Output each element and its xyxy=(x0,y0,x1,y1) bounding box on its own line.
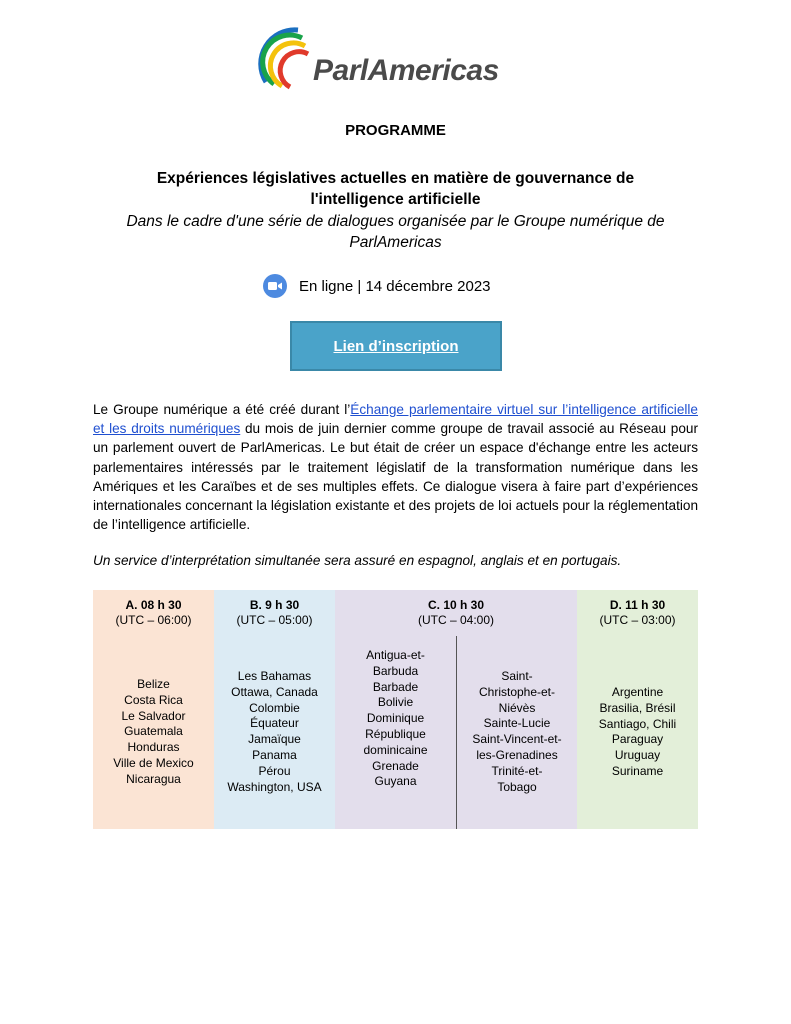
country-item: Barbade xyxy=(372,679,419,694)
schedule-table xyxy=(93,590,698,829)
country-item: Antigua-et- xyxy=(366,648,425,662)
column-header xyxy=(214,598,335,628)
country-item: République xyxy=(365,726,426,741)
column-header xyxy=(577,598,698,628)
column-time: B. 9 h 30 xyxy=(249,598,300,612)
country-item: Sainte-Lucie xyxy=(483,716,551,731)
country-item: Honduras xyxy=(127,740,180,755)
country-list xyxy=(335,648,456,790)
registration-link-label[interactable]: Lien d’inscription xyxy=(333,337,459,355)
country-item: Brasilia, Brésil xyxy=(599,700,676,715)
video-camera-icon xyxy=(263,274,287,298)
column-utc: (UTC – 06:00) xyxy=(115,613,192,627)
country-item: Christophe-et- xyxy=(478,684,556,699)
column-time: D. 11 h 30 xyxy=(609,598,666,612)
country-list xyxy=(214,669,335,795)
country-list xyxy=(93,677,214,788)
schedule-column-a xyxy=(93,590,214,829)
country-item: Barbuda xyxy=(372,663,419,678)
paragraph-text-end: du mois de juin dernier comme groupe de travail associé au Réseau pour un parlement ouvert de ParlAmericas. Le but était de créer un espace d'échange entre les acteurs parlementaires intéressés par le traitement législatif de la transformation numérique dans les Amériques et les Caraïbes et de ses multiples effets. Ce dialogue visera à faire part d’expériences internationales concernant la législation existante et des projets de loi actuels pour la réglementation de l’intelligence artificielle. xyxy=(93,421,698,533)
exchange-link[interactable]: Échange parlementaire virtuel sur l’intelligence artificielle et les droits numériques xyxy=(93,402,698,437)
country-item: Colombie xyxy=(249,700,300,715)
country-item: Saint- xyxy=(501,669,533,683)
schedule-column-b xyxy=(214,590,335,829)
column-time: A. 08 h 30 xyxy=(125,598,182,612)
column-time: C. 10 h 30 xyxy=(427,598,485,612)
event-title: Expériences législatives actuelles en matière de gouvernance de l'intelligence artificielle xyxy=(156,170,635,208)
logo-text: ParlAmericas xyxy=(313,54,499,87)
logo-swoosh-icon xyxy=(258,24,318,104)
country-item: Washington, USA xyxy=(227,779,322,794)
country-item: les-Grenadines xyxy=(476,747,558,762)
country-item: Trinité-et- xyxy=(491,763,543,778)
interpretation-note: Un service d’interprétation simultanée sera assuré en espagnol, anglais et en portugais. xyxy=(93,553,622,568)
country-item: Saint-Vincent-et- xyxy=(472,732,562,747)
column-utc: (UTC – 03:00) xyxy=(599,613,676,627)
country-item: Dominique xyxy=(366,711,425,726)
paragraph-text-start: Le Groupe numérique a été créé durant l’ xyxy=(93,402,351,417)
event-info xyxy=(263,274,491,298)
country-item: Grenade xyxy=(372,758,419,773)
country-item: Ottawa, Canada xyxy=(231,684,318,699)
country-item: Panama xyxy=(252,747,297,762)
country-item: Santiago, Chili xyxy=(598,716,677,731)
country-item: Suriname xyxy=(611,763,664,778)
country-item: Nicaragua xyxy=(126,771,181,786)
column-header xyxy=(93,598,214,628)
country-item: Bolivie xyxy=(377,695,414,710)
country-item: Les Bahamas xyxy=(237,669,312,683)
country-item: Argentine xyxy=(611,685,664,699)
event-subtitle: Dans le cadre d'une série de dialogues organisée par le Groupe numérique de ParlAmericas xyxy=(126,213,665,251)
schedule-column-c xyxy=(335,590,577,829)
country-item: Tobago xyxy=(497,779,537,794)
programme-heading: PROGRAMME xyxy=(345,122,446,139)
intro-paragraph xyxy=(93,400,698,534)
country-item: Costa Rica xyxy=(124,692,183,707)
country-item: Guatemala xyxy=(124,724,183,739)
country-item: Niévès xyxy=(498,700,536,715)
event-date-text: En ligne | 14 décembre 2023 xyxy=(299,277,491,295)
country-item: dominicaine xyxy=(363,742,428,757)
country-item: Pérou xyxy=(258,763,291,778)
country-item: Paraguay xyxy=(611,732,664,747)
schedule-column-d xyxy=(577,590,698,829)
country-item: Ville de Mexico xyxy=(113,755,194,770)
column-utc: (UTC – 04:00) xyxy=(417,613,495,627)
country-item: Guyana xyxy=(374,774,417,789)
column-utc: (UTC – 05:00) xyxy=(236,613,313,627)
country-item: Belize xyxy=(137,677,170,691)
country-item: Uruguay xyxy=(614,748,661,763)
country-item: Équateur xyxy=(250,716,299,731)
registration-link-button[interactable] xyxy=(290,321,502,371)
country-item: Le Salvador xyxy=(121,708,186,723)
country-item: Jamaïque xyxy=(248,732,301,747)
column-header xyxy=(335,598,577,628)
parlamericas-logo xyxy=(258,24,528,104)
country-list xyxy=(577,685,698,780)
country-list xyxy=(457,669,577,795)
